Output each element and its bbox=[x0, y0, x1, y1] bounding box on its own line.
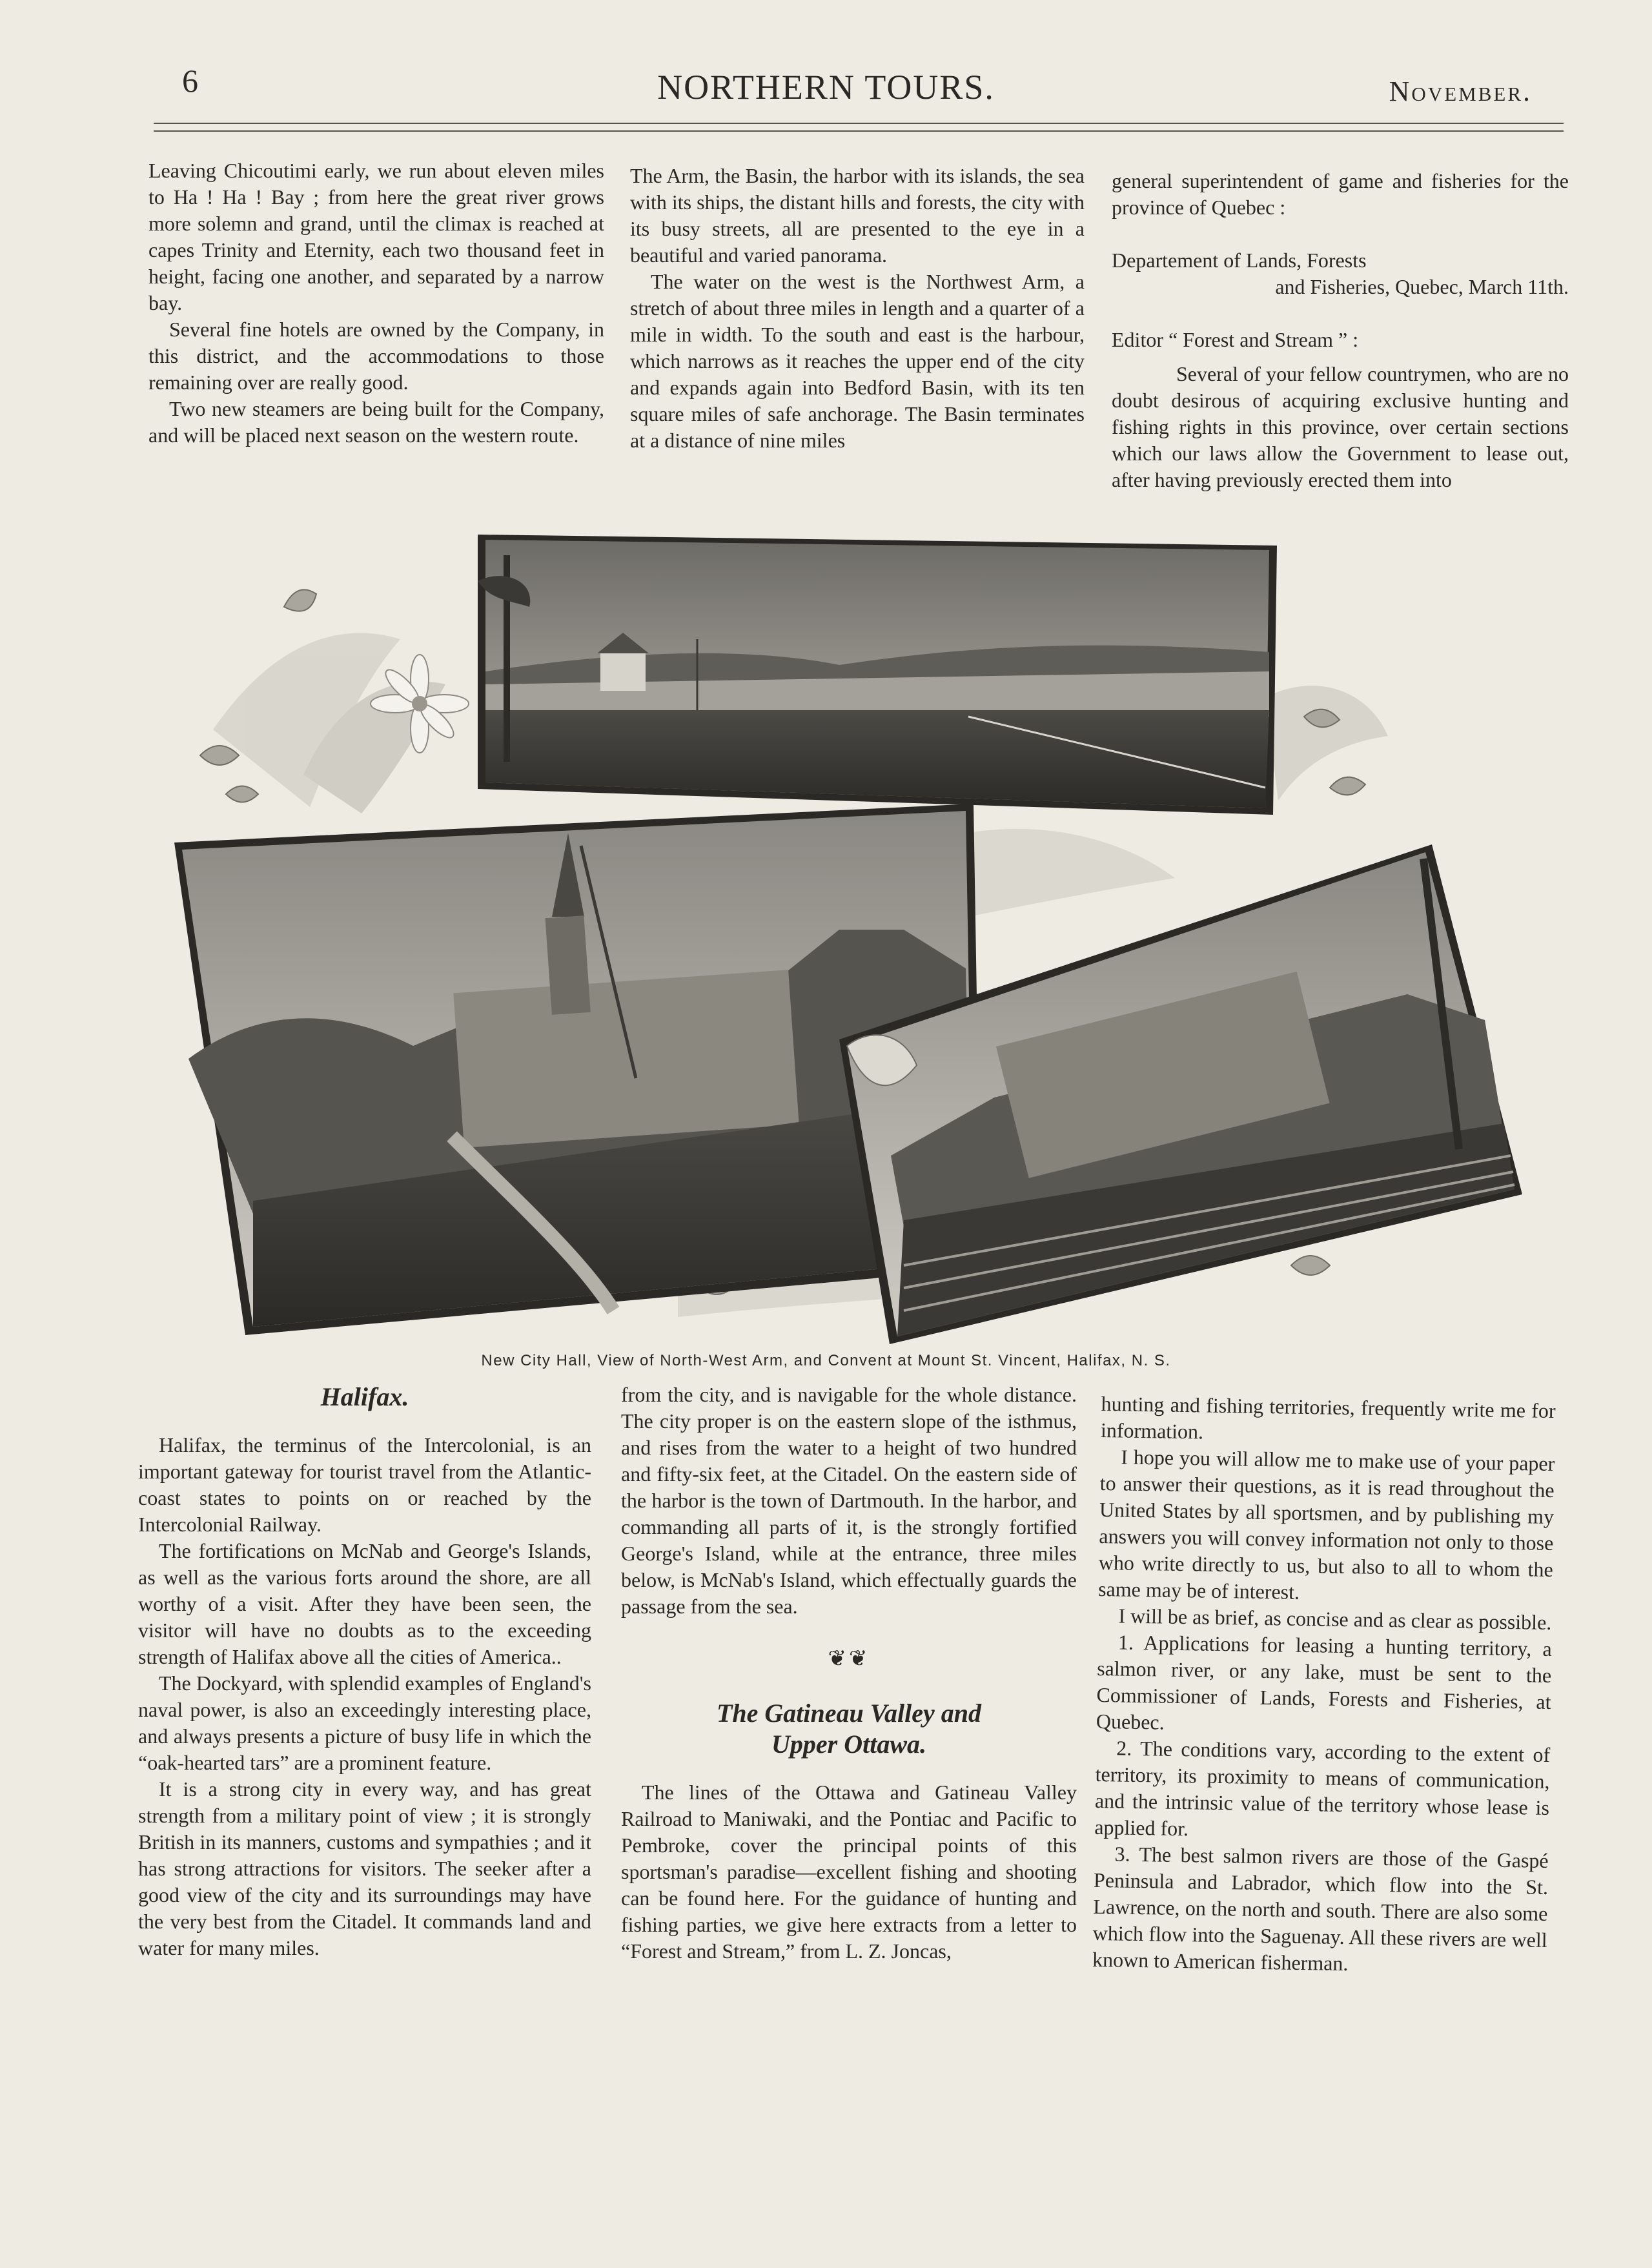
paragraph: Leaving Chicoutimi early, we run about eleven miles to Ha ! Ha ! Bay ; from here the great river grows more solemn and grand, until the climax is reached at capes Trinity and Eternity, each two thousand feet in height, facing one another, and separated by a narrow bay. bbox=[148, 159, 604, 314]
paragraph: general superintendent of game and fisheries for the province of Quebec : bbox=[1112, 169, 1569, 219]
flower-icon bbox=[371, 655, 469, 753]
paragraph: Two new steamers are being built for the Company, and will be placed next season on the western route. bbox=[148, 397, 604, 447]
dateline: and Fisheries, Quebec, March 11th. bbox=[1275, 275, 1569, 298]
bottom-column-2 bbox=[621, 1382, 1077, 1965]
salutation: Editor “ Forest and Stream ” : bbox=[1112, 328, 1359, 351]
photo-convent-mount-st-vincent bbox=[839, 844, 1522, 1344]
floral-ornament bbox=[213, 633, 1388, 1317]
photo-north-west-arm bbox=[478, 535, 1277, 815]
page-number: 6 bbox=[182, 63, 198, 99]
paragraph: I will be as brief, as concise and as clear as possible. bbox=[1118, 1604, 1552, 1634]
running-title: NORTHERN TOURS. bbox=[657, 68, 995, 107]
top-column-1 bbox=[148, 158, 604, 449]
paragraph: Several of your fellow countrymen, who are no doubt desirous of acquiring exclusive hunting and fishing rights in this province, over certain sections which our laws allow the Government to lease out, after having previously erected them into bbox=[1112, 362, 1569, 491]
month-label: November. bbox=[1389, 76, 1532, 107]
paragraph: 2. The conditions vary, according to the extent of territory, its proximity to means of communication, and the intrinsic value of the territory whose lease is applied for. bbox=[1094, 1736, 1551, 1841]
top-column-2 bbox=[630, 163, 1085, 454]
ornament-icon: ❦❦ bbox=[828, 1647, 870, 1671]
paragraph: The lines of the Ottawa and Gatineau Valley Railroad to Maniwaki, and the Pontiac and Pacific to Pembroke, cover the principal points of this sportsman's paradise—excellent fishing and shooting can be found here. For the guidance of hunting and fishing parties, we give here extracts from a letter to “Forest and Stream,” from L. Z. Joncas, bbox=[621, 1781, 1077, 1963]
top-column-3 bbox=[1112, 168, 1569, 493]
paragraph: 3. The best salmon rivers are those of the Gaspé Peninsula and Labrador, which flow into the St. Lawrence, on the north and south. There are also some which flow into the Saguenay. All these rivers are well known to American fisherman. bbox=[1092, 1842, 1549, 1976]
dateline: Departement of Lands, Forests bbox=[1112, 249, 1367, 272]
heading-line: The Gatineau Valley and bbox=[716, 1699, 982, 1728]
paragraph: The Dockyard, with splendid examples of England's naval power, is also an exceedingly interesting place, and always presents a picture of busy life in which the “oak-hearted tars” are a prominent feature. bbox=[138, 1671, 591, 1774]
section-heading-gatineau bbox=[621, 1698, 1077, 1760]
section-heading-halifax: Halifax. bbox=[320, 1382, 409, 1411]
paragraph: Halifax, the terminus of the Intercolonial, is an important gateway for tourist travel from the Atlantic-coast states to points on or reached by the Intercolonial Railway. bbox=[138, 1433, 591, 1536]
paragraph: Several fine hotels are owned by the Company, in this district, and the accommodations to those remaining over are really good. bbox=[148, 318, 604, 394]
paragraph: I hope you will allow me to make use of your paper to answer their questions, as it is read throughout the United States by all sportsmen, and by publishing my answers you will convey information not only to those who write directly to us, but also to all to whom the same may be of interest. bbox=[1097, 1445, 1555, 1604]
bottom-column-3 bbox=[1092, 1391, 1556, 1980]
paragraph: The fortifications on McNab and George's Islands, as well as the various forts around the shore, are all worthy of a visit. After they have been seen, the visitor will have no doubts as to the exceeding strength of Halifax above all the cities of America.. bbox=[138, 1539, 591, 1668]
paragraph: The Arm, the Basin, the harbor with its islands, the sea with its ships, the distant hills and forests, the city with its busy streets, all are presented to the eye in a beautiful and varied panorama. bbox=[630, 164, 1085, 267]
paragraph: It is a strong city in every way, and has great strength from a military point of view ; it is strongly British in its manners, customs and sympathies ; and it has strong attractions for visitors. The seeker after a good view of the city and its surroundings may have the very best from the Citadel. It commands land and water for many miles. bbox=[138, 1777, 591, 1959]
header-rule-bottom bbox=[154, 130, 1564, 132]
bottom-column-1 bbox=[138, 1382, 591, 1961]
paragraph: The water on the west is the Northwest Arm, a stretch of about three miles in length and a quarter of a mile in width. To the south and east is the harbour, which narrows as it reaches the upper end of the city and expands again into Bedford Basin, with its ten square miles of safe anchorage. The Basin terminates at a distance of nine miles bbox=[630, 270, 1085, 452]
header-rule-top bbox=[154, 123, 1564, 124]
photo-new-city-hall bbox=[174, 804, 981, 1335]
paragraph: from the city, and is navigable for the whole distance. The city proper is on the eastern slope of the isthmus, and rises from the water to a height of two hundred and fifty-six feet, at the Citadel. On the eastern side of the harbor is the town of Dartmouth. In the harbor, and commanding all parts of it, is the strongly fortified George's Island, while at the entrance, three miles below, is McNab's Island, which effectually guards the passage from the sea. bbox=[621, 1383, 1077, 1618]
leaf-icon bbox=[200, 589, 1365, 1294]
paragraph: hunting and fishing territories, frequently write me for information. bbox=[1100, 1391, 1556, 1444]
paragraph: 1. Applications for leasing a hunting territory, a salmon river, or any lake, must be sent to the Commissioner of Lands, Forests and Fisheries, at Quebec. bbox=[1096, 1630, 1553, 1734]
heading-line: Upper Ottawa. bbox=[771, 1730, 926, 1759]
plate-caption: New City Hall, View of North-West Arm, and Convent at Mount St. Vincent, Halifax, N. S. bbox=[481, 1352, 1171, 1369]
